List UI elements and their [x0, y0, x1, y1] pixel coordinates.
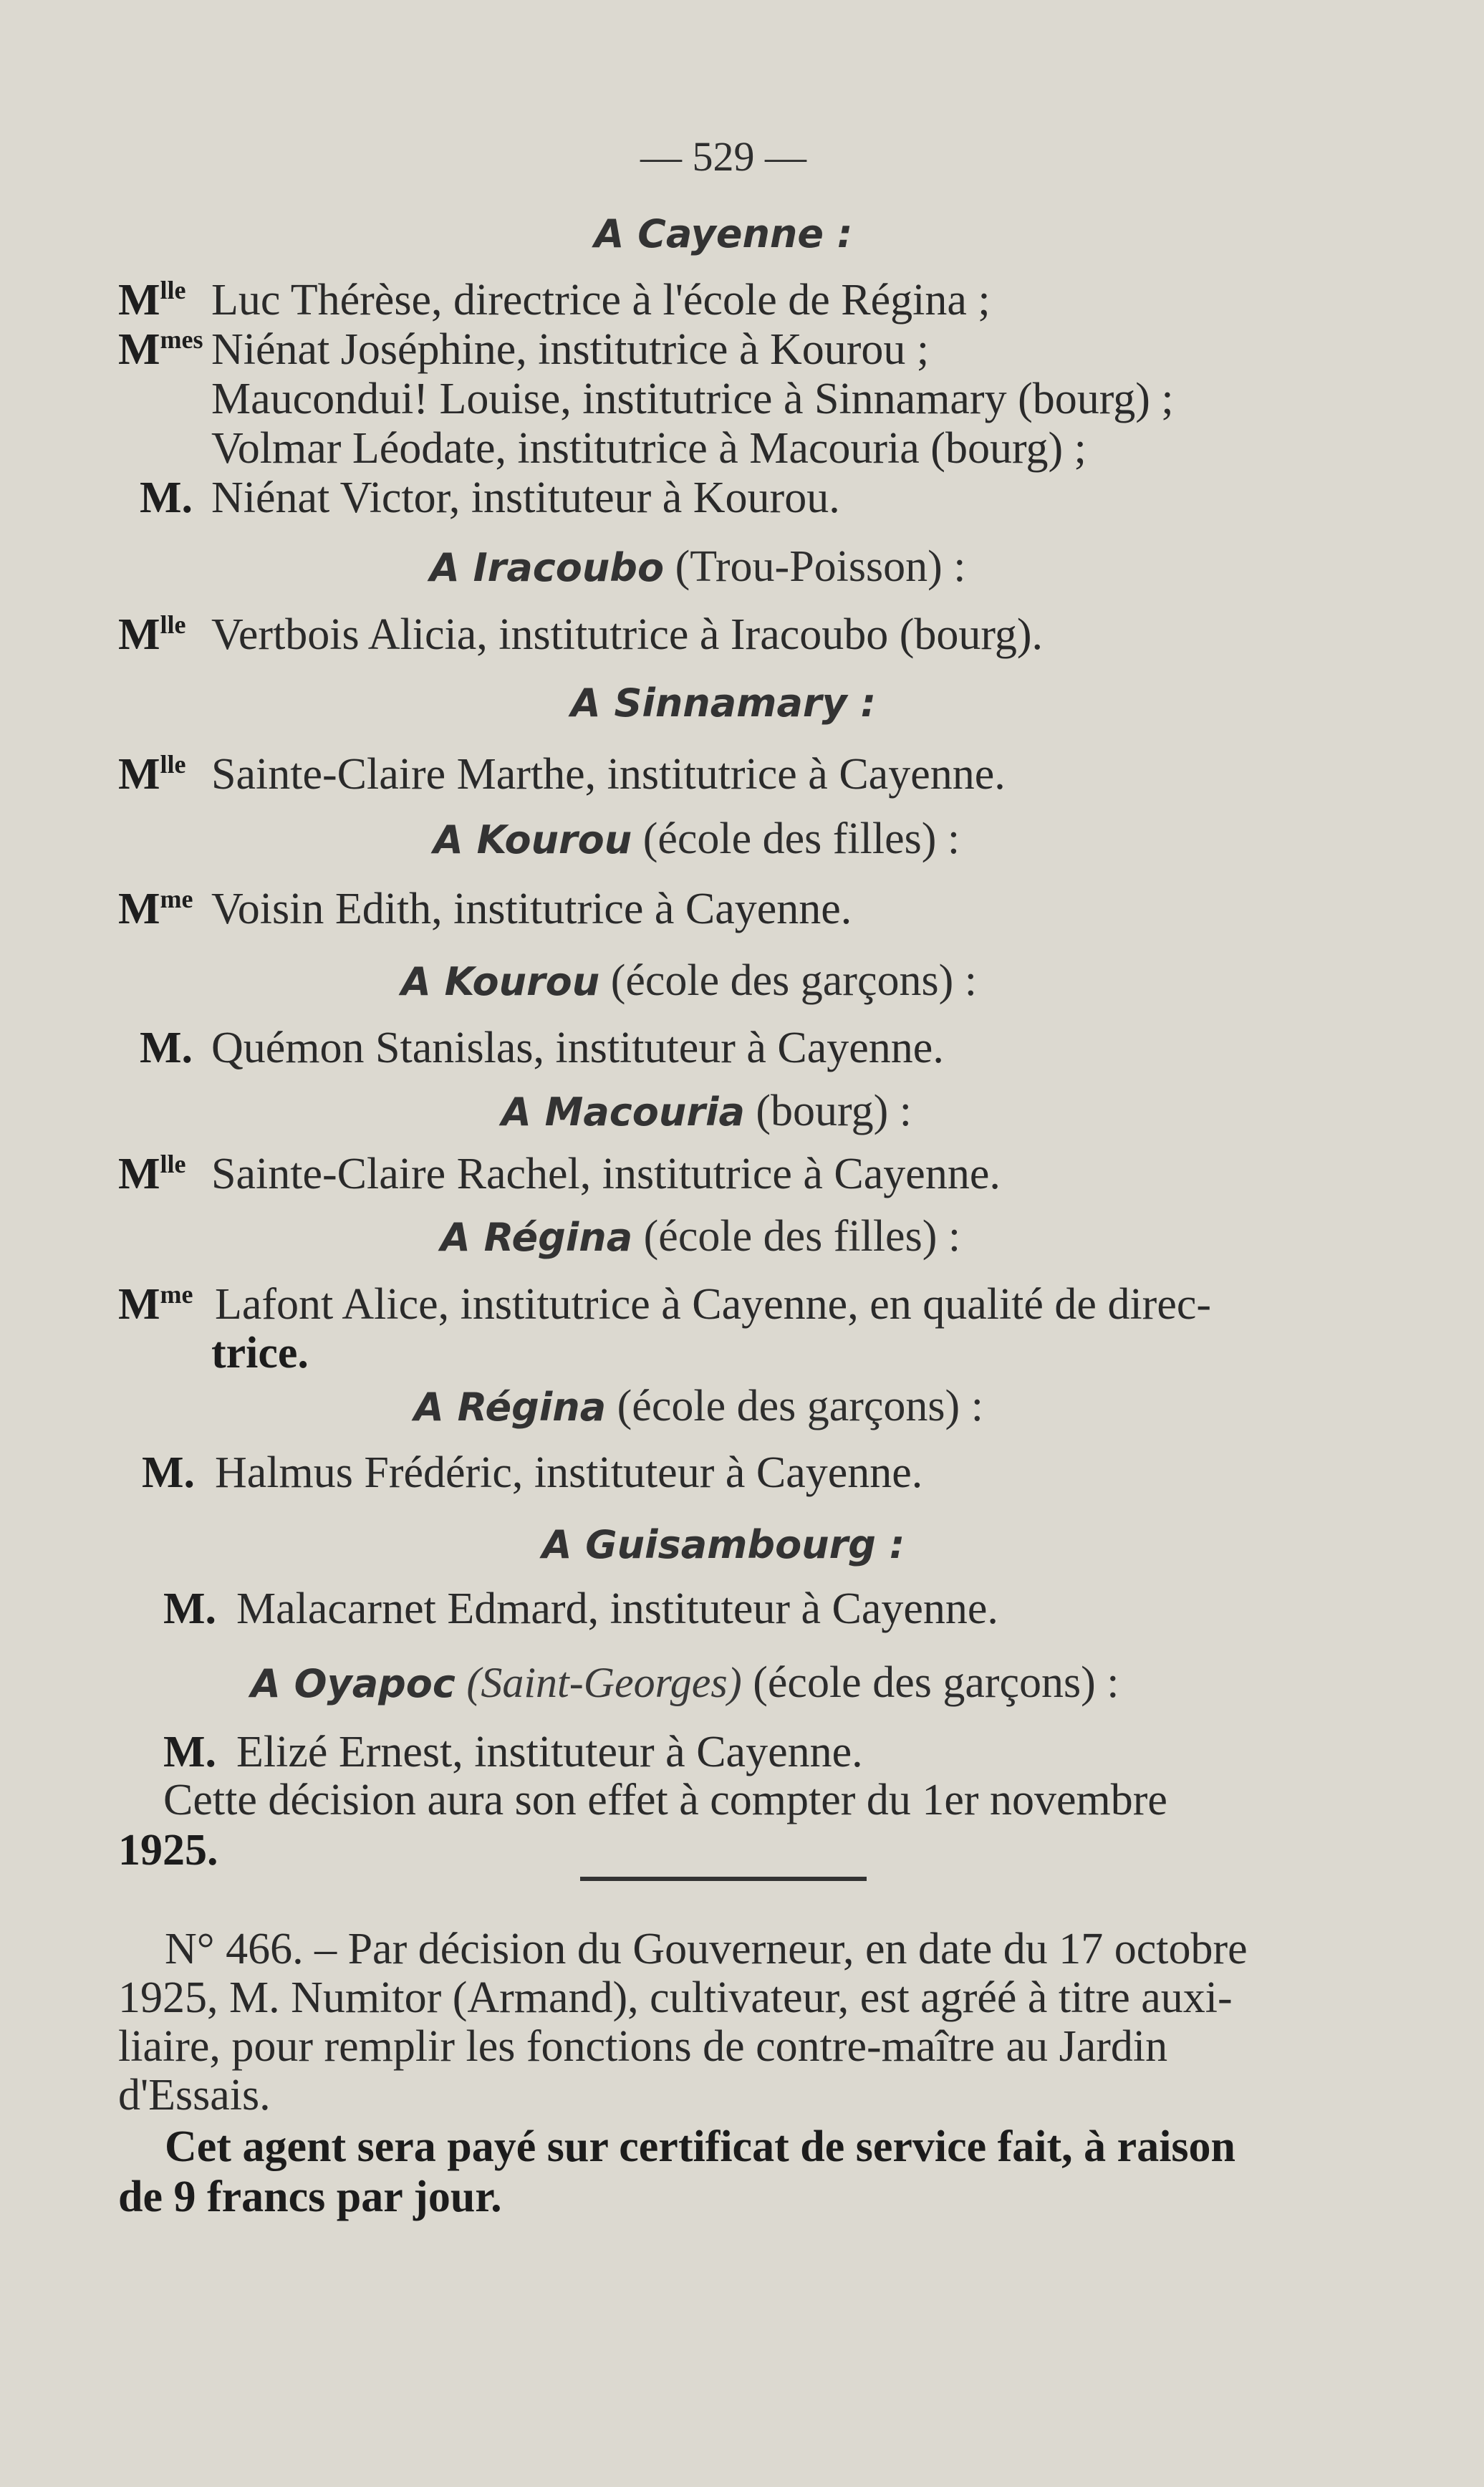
entry-title: $M^{lle}$: [118, 610, 186, 659]
entry-text: Sainte-Claire Marthe, institutrice à Cayenne.: [211, 750, 1006, 799]
decision-line: Cet agent sera payé sur certificat de service fait, à raison: [165, 2122, 1236, 2171]
entry-title: M.: [163, 1728, 217, 1776]
decision-line: liaire, pour remplir les fonctions de contre-maître au Jardin: [118, 2022, 1168, 2071]
section-heading-macouria: A Macouria (bourg) :: [501, 1087, 912, 1135]
section-heading-regina-filles: A Régina (école des filles) :: [440, 1212, 961, 1261]
decision-line: de 9 francs par jour.: [118, 2173, 502, 2221]
decision-line: 1925, M. Numitor (Armand), cultivateur, est agréé à titre auxi-: [118, 1973, 1233, 2022]
entry-title: M.: [142, 1448, 196, 1497]
entry-title: M.: [163, 1584, 217, 1633]
section-heading-oyapoc: A Oyapoc (Saint-Georges) (école des garçons) :: [251, 1658, 1119, 1707]
entry-text: Halmus Frédéric, instituteur à Cayenne.: [215, 1448, 923, 1497]
entry-title: $M^{me}$: [118, 1280, 193, 1329]
entry-text: Lafont Alice, institutrice à Cayenne, en qualité de direc-: [215, 1280, 1212, 1329]
section-heading-kourou-filles: A Kourou (école des filles) :: [433, 814, 960, 863]
effect-line-1: Cette décision aura son effet à compter du 1er novembre: [163, 1776, 1167, 1824]
entry-text: Elizé Ernest, instituteur à Cayenne.: [236, 1728, 863, 1776]
section-heading-sinnamary: A Sinnamary :: [570, 680, 877, 726]
entry-text: Volmar Léodate, institutrice à Macouria (bourg) ;: [211, 424, 1086, 473]
entry-text: Quémon Stanislas, instituteur à Cayenne.: [211, 1024, 944, 1072]
decision-line: N° 466. – Par décision du Gouverneur, en date du 17 octobre: [165, 1925, 1248, 1973]
entry-title: $M^{lle}$: [118, 1150, 186, 1198]
page-number: — 529 —: [640, 133, 806, 180]
entry-text: Sainte-Claire Rachel, institutrice à Cayenne.: [211, 1150, 1001, 1198]
entry-title: M.: [140, 1024, 193, 1072]
section-heading-kourou-garcons: A Kourou (école des garçons) :: [401, 956, 977, 1005]
section-heading-regina-garcons: A Régina (école des garçons) :: [414, 1382, 983, 1430]
entry-continuation: trice.: [211, 1329, 309, 1377]
entry-text: Niénat Victor, instituteur à Kourou.: [211, 473, 840, 522]
entry-title: $M^{lle}$: [118, 276, 186, 324]
effect-line-2: 1925.: [118, 1826, 218, 1875]
section-divider: [580, 1877, 867, 1881]
entry-text: Niénat Joséphine, institutrice à Kourou ;: [211, 325, 930, 374]
entry-text: Malacarnet Edmard, instituteur à Cayenne.: [236, 1584, 998, 1633]
entry-text: Vertbois Alicia, institutrice à Iracoubo (bourg).: [211, 610, 1044, 659]
entry-text: Maucondui! Louise, institutrice à Sinnamary (bourg) ;: [211, 375, 1174, 423]
entry-title: $M^{me}$: [118, 885, 193, 933]
section-heading-cayenne: A Cayenne :: [594, 211, 853, 256]
entry-text: Voisin Edith, institutrice à Cayenne.: [211, 885, 852, 933]
section-heading-guisambourg: A Guisambourg :: [541, 1522, 905, 1567]
section-heading-iracoubo: A Iracoubo (Trou-Poisson) :: [430, 542, 966, 591]
entry-text: Luc Thérèse, directrice à l'école de Régina ;: [211, 276, 991, 324]
decision-line: d'Essais.: [118, 2071, 271, 2120]
entry-title: $M^{mes}$: [118, 325, 203, 374]
entry-title: M.: [140, 473, 193, 522]
entry-title: $M^{lle}$: [118, 750, 186, 799]
